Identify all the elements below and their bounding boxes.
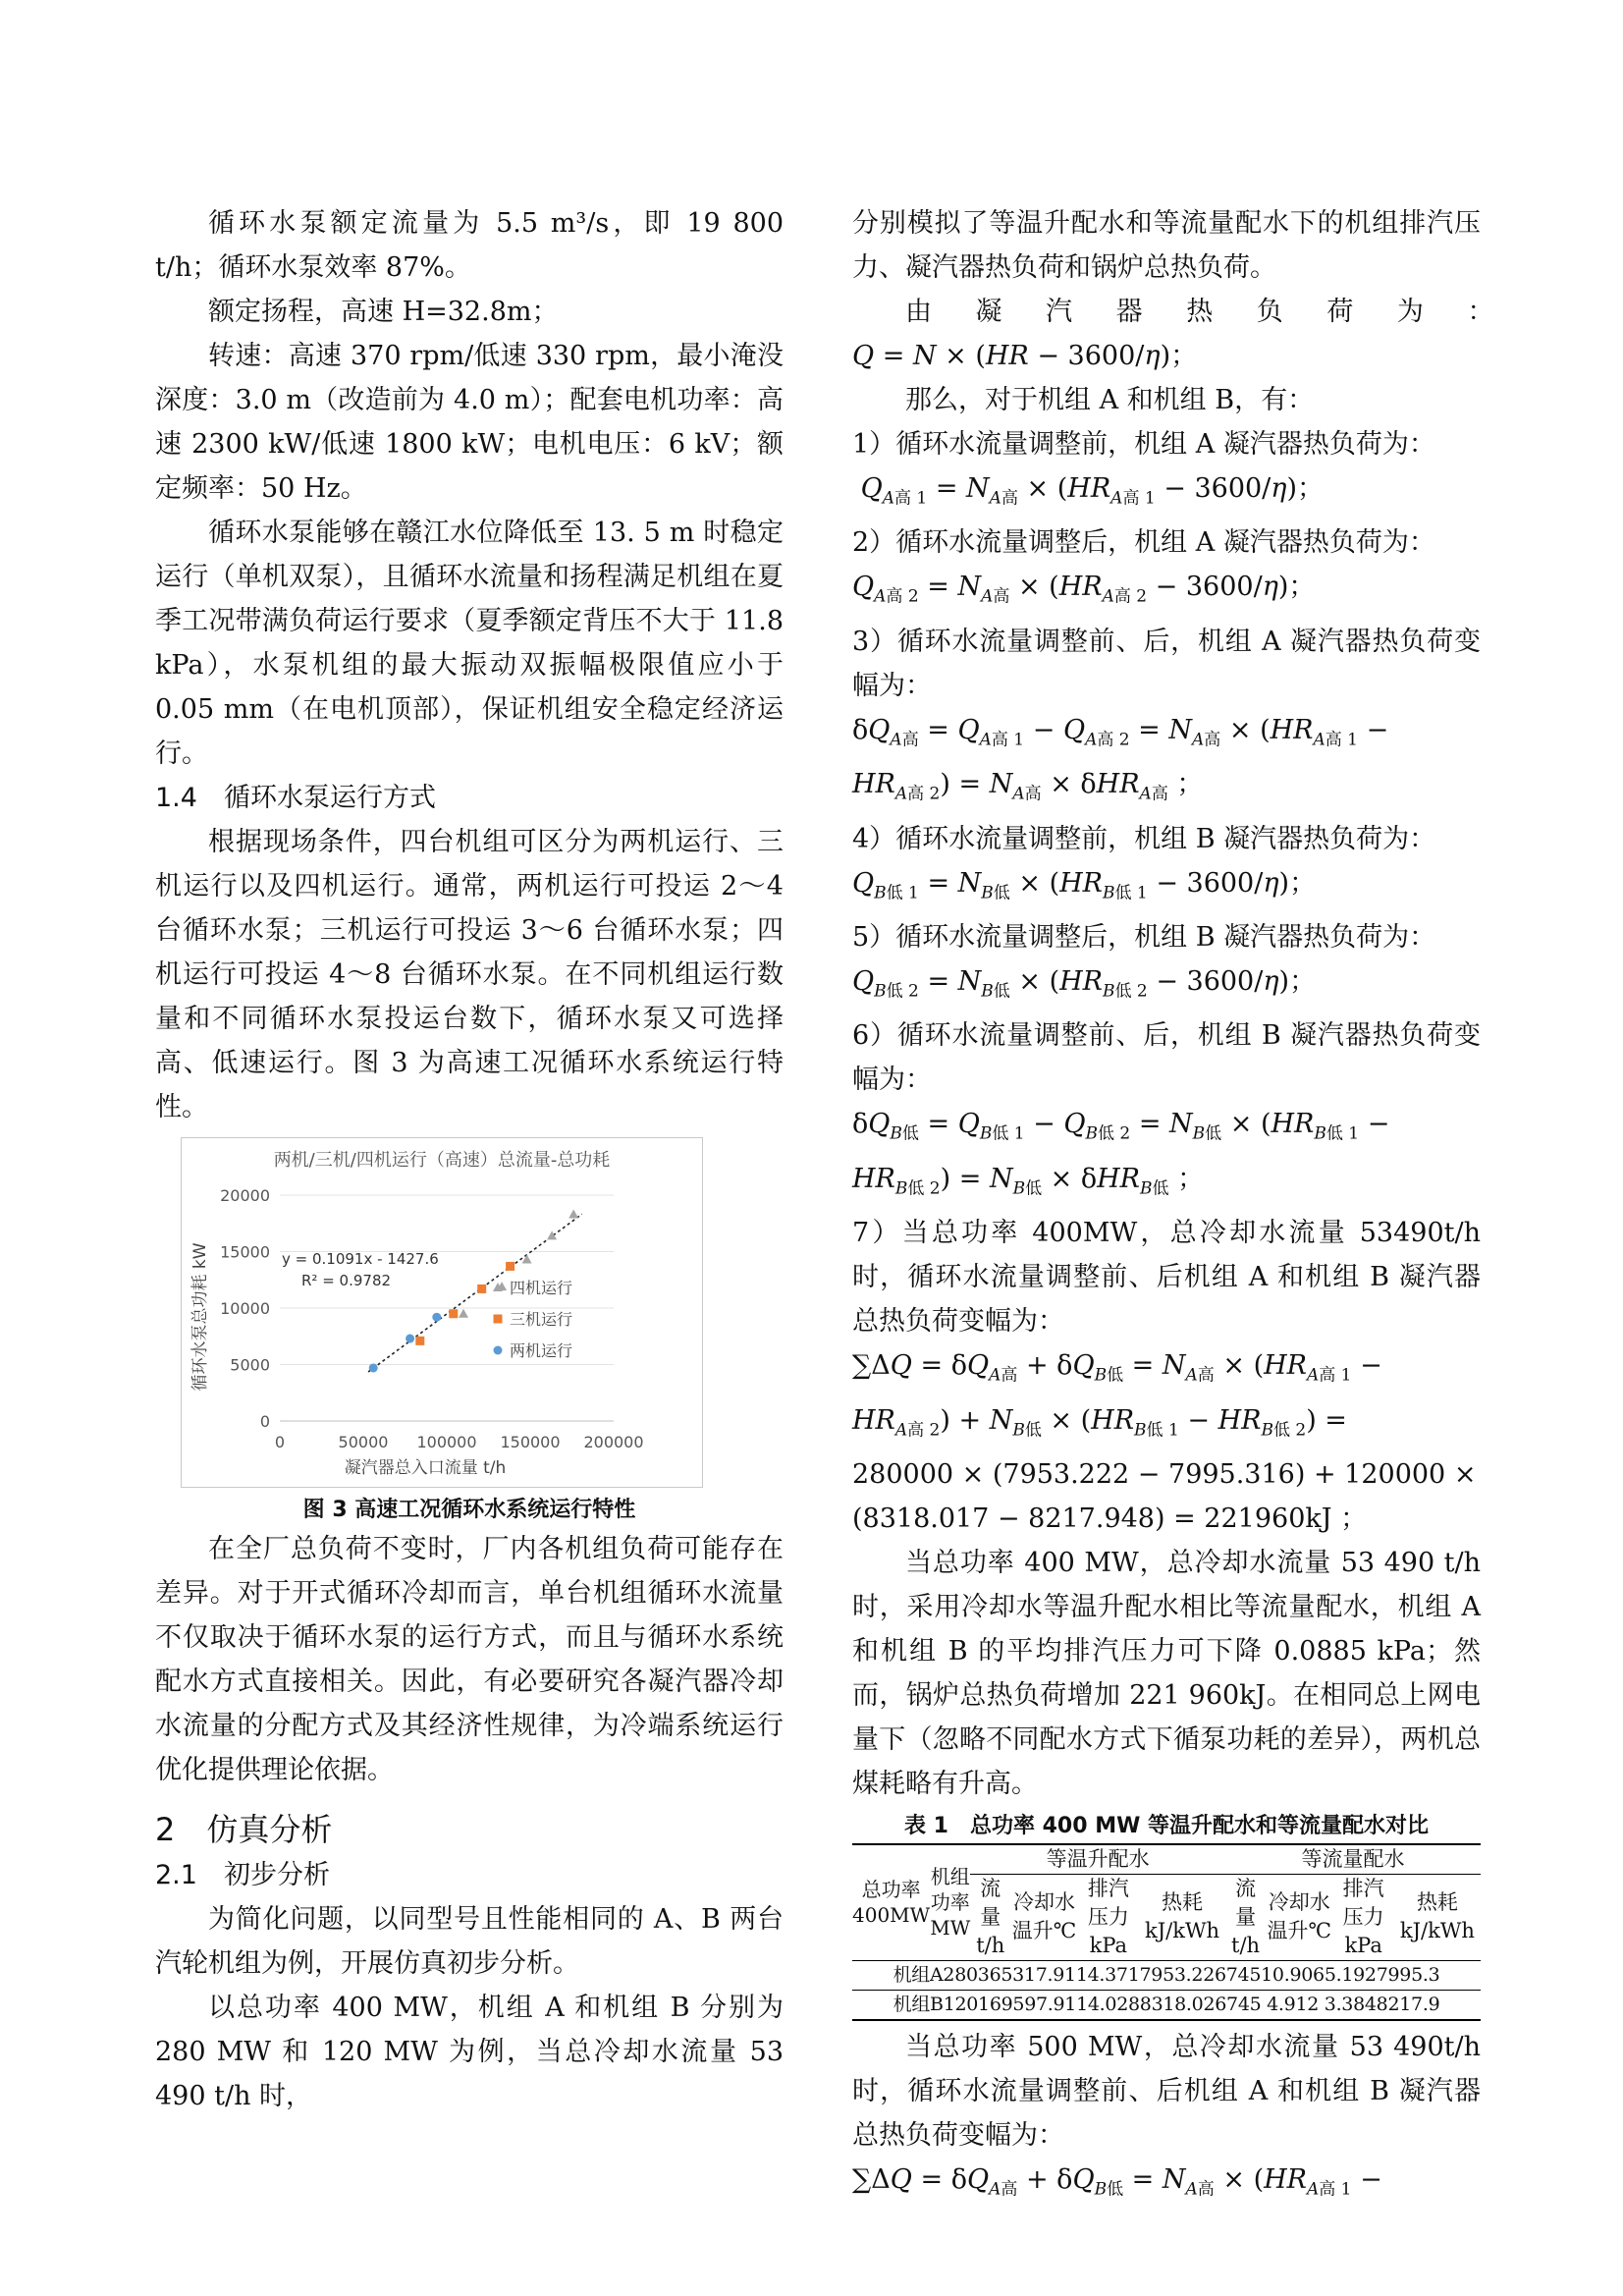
y-tick-label: 10000	[220, 1299, 270, 1318]
paragraph-simplify: 为简化问题，以同型号且性能相同的 A、B 两台汽轮机组为例，开展仿真初步分析。	[155, 1904, 784, 1979]
legend-marker	[494, 1346, 503, 1355]
paragraph-simulation: 分别模拟了等温升配水和等流量配水下的机组排汽压力、凝汽器热负荷和锅炉总热负荷。	[852, 208, 1481, 283]
chart-grid	[280, 1195, 614, 1421]
table-row	[852, 1990, 1481, 2020]
legend-label: 两机运行	[510, 1341, 573, 1360]
equation-qa1: $Q_{A高 1} = N_{A高} \times (HR_{A高 1} - 3600/\eta)$；	[860, 473, 1325, 509]
paragraph-rated-head: 额定扬程，高速 H=32.8m；	[208, 297, 559, 327]
equation-500mw-sum: $\sum\Delta Q = \delta Q_{A高} + \delta Q_{B低} = N_{A高} \times (HR_{A高 1}$ −	[852, 2163, 1382, 2200]
table-group-header-temp: 等温升配水	[970, 1844, 1225, 1875]
table-col-header: 冷却水温升℃	[1267, 1890, 1332, 1943]
paragraph-speed: 转速：高速 370 rpm/低速 330 rpm，最小淹没深度：3.0 m（改造前为 4.0 m）；配套电机功率：高速 2300 kW/低速 1800 kW；电机电压：6 kV；额定频率：50 Hz。	[155, 341, 784, 504]
step-1: 1）循环水流量调整前，机组 A 凝汽器热负荷为：	[852, 429, 1435, 460]
equation-sum-line1: $\sum\Delta Q = \delta Q_{A高} + \delta Q_{B低} = N_{A高} \times (HR_{A高 1}$ −	[852, 1350, 1382, 1386]
table-row-unit-b: 机组B120169597.9114.0288318.026745 4.912 3.3848217.9	[852, 1990, 1481, 2020]
table-col-header: 排汽压力kPa	[1087, 1876, 1129, 1957]
x-tick-label: 50000	[338, 1433, 389, 1451]
data-point	[568, 1210, 578, 1219]
data-point	[369, 1363, 378, 1372]
table-group-header-flow: 等流量配水	[1225, 1844, 1481, 1875]
data-point	[459, 1309, 468, 1318]
equation-calc-line2: (8318.017 − 8217.948) = 221960kJ ；	[852, 1503, 1368, 1534]
step-5: 5）循环水流量调整后，机组 B 凝汽器热负荷为：	[852, 921, 1436, 953]
table-col-header: 排汽压力kPa	[1342, 1876, 1384, 1957]
data-point	[449, 1309, 458, 1318]
data-point	[432, 1313, 441, 1322]
table-row	[852, 1960, 1481, 1990]
y-tick-label: 15000	[220, 1242, 270, 1262]
table-col-header: 流量t/h	[1231, 1876, 1261, 1957]
equation-dqb-line2: $HR_{B低 2}) = N_{B低} \times \delta HR_{B低}$ ；	[852, 1163, 1205, 1199]
x-tick-label: 150000	[500, 1433, 561, 1451]
section-heading-2-1: 2.1 初步分析	[155, 1860, 330, 1890]
paragraph-stable-operation: 循环水泵能够在赣江水位降低至 13. 5 m 时稳定运行（单机双泵），且循环水流量和扬程满足机组在夏季工况带满负荷运行要求（夏季额定背压不大于 11.8 kPa），水泵机组的最大振动双振幅极限值应小于 0.05 mm（在电机顶部），保证机组安全稳定经济运行。	[155, 518, 784, 769]
y-tick-labels	[220, 1186, 270, 1431]
x-axis-label: 凝汽器总入口流量 t/h	[344, 1458, 507, 1478]
paragraph-400mw-result: 当总功率 400 MW，总冷却水流量 53 490 t/h 时，采用冷却水等温升配水相比等流量配水，机组 A 和机组 B 的平均排汽压力可下降 0.0885 kPa；然而，锅炉总热负荷增加 221 960kJ。在相同总上网电量下（忽略不同配水方式下循泵功耗的差异），两机总煤耗略有升高。	[852, 1547, 1481, 1799]
equation-qb2: $Q_{B低 2} = N_{B低} \times (HR_{B低 2} - 3600/\eta)$；	[852, 965, 1317, 1002]
data-point	[415, 1337, 424, 1345]
x-tick-label: 200000	[583, 1433, 644, 1451]
chart-title: 两机/三机/四机运行（高速）总流量-总功耗	[273, 1150, 611, 1171]
y-tick-label: 5000	[230, 1355, 270, 1375]
paragraph-pump-flow: 循环水泵额定流量为 5.5 m³/s，即 19 800 t/h；循环水泵效率 87%。	[155, 208, 784, 283]
paragraph-heat-load-intro	[852, 290, 1481, 378]
data-point	[477, 1285, 486, 1293]
data-point	[406, 1335, 414, 1343]
y-tick-label: 20000	[220, 1186, 270, 1205]
legend-label: 三机运行	[510, 1310, 573, 1329]
data-point	[547, 1230, 557, 1239]
legend-marker	[494, 1315, 503, 1324]
chapter-heading-2: 2 仿真分析	[155, 1811, 333, 1848]
equation-heat-load: Q = N × (HR − 3600/η)；	[852, 341, 1198, 371]
x-tick-label: 100000	[416, 1433, 477, 1451]
equation-dqa-line1: $\delta Q_{A高} = Q_{A高 1} - Q_{A高 2} = N_{A高} \times (HR_{A高 1}$ −	[852, 714, 1389, 750]
section-heading-1-4: 1.4 循环水泵运行方式	[155, 783, 436, 813]
x-tick-label: 0	[274, 1433, 286, 1451]
right-column	[852, 201, 1481, 2212]
equation-dqa-line2: $HR_{A高 2}) = N_{A高} \times \delta HR_{A高}$ ；	[852, 769, 1204, 804]
step-3: 3）循环水流量调整前、后，机组 A 凝汽器热负荷变幅为：	[852, 626, 1481, 701]
paragraph-500mw: 当总功率 500 MW，总冷却水流量 53 490t/h 时，循环水流量调整前、后机组 A 和机组 B 凝汽器总热负荷变幅为：	[852, 2031, 1481, 2151]
paragraph-load-difference: 在全厂总负荷不变时，厂内各机组负荷可能存在差异。对于开式循环冷却而言，单台机组循环水流量不仅取决于循环水泵的运行方式，而且与循环水系统配水方式直接相关。因此，有必要研究各凝汽器冷却水流量的分配方式及其经济性规律，为冷端系统运行优化提供理论依据。	[155, 1534, 784, 1785]
equation-sum-line2: $HR_{A高 2}) + N_{B低} \times (HR_{B低 1} - HR_{B低 2})$ =	[852, 1404, 1347, 1440]
equation-qa2: $Q_{A高 2} = N_{A高} \times (HR_{A高 2} - 3600/\eta)$；	[852, 572, 1316, 607]
scatter-chart	[182, 1138, 702, 1487]
equation-dqb-line1: $\delta Q_{B低} = Q_{B低 1} - Q_{B低 2} = N_{B低} \times (HR_{B低 1}$ −	[852, 1109, 1390, 1144]
left-column	[155, 201, 784, 2118]
x-tick-labels	[275, 1433, 644, 1451]
heat-load-intro-text: 由凝汽器热负荷为：	[905, 297, 1481, 327]
paragraph-example: 以总功率 400 MW，机组 A 和机组 B 分别为 280 MW 和 120 MW 为例，当总冷却水流量 53 490 t/h 时，	[155, 1993, 784, 2111]
step-6: 6）循环水流量调整前、后，机组 B 凝汽器热负荷变幅为：	[852, 1020, 1481, 1096]
figure-3-caption: 图 3 高速工况循环水系统运行特性	[302, 1498, 636, 1522]
paragraph-units-ab: 那么，对于机组 A 和机组 B，有：	[905, 385, 1315, 415]
table-col-header: 热耗kJ/kWh	[1145, 1890, 1220, 1943]
data-point	[522, 1255, 532, 1264]
equation-qb1: $Q_{B低 1} = N_{B低} \times (HR_{B低 1} - 3600/\eta)$；	[852, 867, 1317, 902]
step-7: 7）当总功率 400MW，总冷却水流量 53490t/h 时，循环水流量调整前、后机组 A 和机组 B 凝汽器总热负荷变幅为：	[852, 1218, 1481, 1338]
trend-equation: y = 0.1091x - 1427.6	[282, 1250, 439, 1268]
table-row-unit-a: 机组A280365317.9114.3717953.22674510.9065.1927995.3	[852, 1960, 1481, 1990]
table-1	[852, 1843, 1481, 2021]
data-point	[506, 1262, 514, 1271]
table-1-caption: 表 1 总功率 400 MW 等温升配水和等流量配水对比	[903, 1813, 1430, 1838]
step-4: 4）循环水流量调整前，机组 B 凝汽器热负荷为：	[852, 823, 1436, 854]
paragraph-operation-modes: 根据现场条件，四台机组可区分为两机运行、三机运行以及四机运行。通常，两机运行可投运 2～4 台循环水泵；三机运行可投运 3～6 台循环水泵；四机运行可投运 4～8 台循环水泵。在不同机组运行数量和不同循环水泵投运台数下，循环水泵又可选择高、低速运行。图 3 为高速工况循环水系统运行特性。	[155, 827, 784, 1122]
chart-legend	[493, 1279, 572, 1360]
equation-calc-line1: 280000 × (7953.222 − 7995.316) + 120000 ×	[852, 1458, 1477, 1490]
table-col-header: 热耗kJ/kWh	[1399, 1890, 1475, 1943]
table-col-header: 冷却水温升℃	[1011, 1890, 1077, 1943]
table-corner-header: 总功率400MW	[852, 1844, 930, 1961]
trend-r-squared: R² = 0.9782	[301, 1272, 392, 1289]
legend-label: 四机运行	[510, 1279, 573, 1297]
y-tick-label: 0	[259, 1412, 270, 1431]
table-col-header: 流量t/h	[976, 1876, 1005, 1957]
y-axis-label: 循环水泵总功耗 kW	[190, 1242, 210, 1392]
figure-3-chart	[181, 1137, 703, 1488]
step-2: 2）循环水流量调整后，机组 A 凝汽器热负荷为：	[852, 527, 1435, 559]
table-unit-header: 机组功率MW	[930, 1844, 970, 1961]
